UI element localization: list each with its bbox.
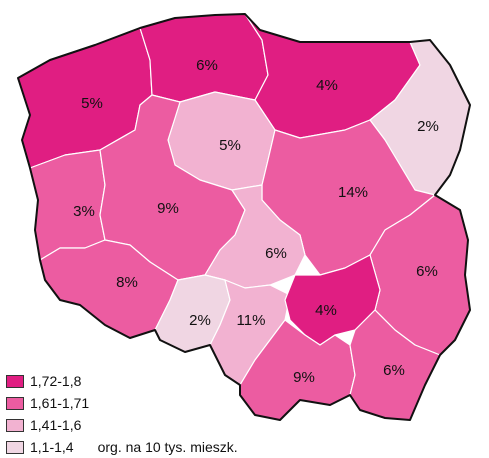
legend-note: org. na 10 tys. mieszk.: [97, 439, 238, 455]
label-warminsko-mazurskie: 4%: [316, 76, 338, 94]
legend-label: 1,41-1,6: [30, 417, 82, 433]
legend-swatch: [6, 441, 24, 454]
legend-item: [6, 370, 238, 392]
label-mazowieckie: 14%: [337, 183, 369, 201]
legend-swatch: [6, 375, 24, 388]
label-wielkopolskie: 9%: [157, 199, 179, 217]
legend-label: 1,1-1,4: [30, 439, 74, 455]
label-lubelskie: 6%: [416, 262, 438, 280]
map-legend: [6, 370, 238, 458]
label-podlaskie: 2%: [417, 117, 439, 135]
legend-swatch: [6, 419, 24, 432]
label-dolnoslaskie: 8%: [116, 273, 138, 291]
label-lodzkie: 6%: [265, 244, 287, 262]
legend-item: [6, 392, 238, 414]
label-podkarpackie: 6%: [383, 361, 405, 379]
label-swietokrzyskie: 4%: [315, 301, 337, 319]
legend-item: [6, 414, 238, 436]
label-lubuskie: 3%: [73, 202, 95, 220]
legend-label: 1,61-1,71: [30, 395, 90, 411]
label-kujawsko-pomorskie: 5%: [219, 136, 241, 154]
label-slaskie: 11%: [236, 311, 266, 329]
label-opolskie: 2%: [189, 311, 211, 329]
label-malopolskie: 9%: [293, 368, 315, 386]
label-zachodniopomorskie: 5%: [81, 94, 103, 112]
label-pomorskie: 6%: [196, 56, 218, 74]
legend-swatch: [6, 397, 24, 410]
legend-label: 1,72-1,8: [30, 373, 82, 389]
legend-item: [6, 436, 238, 458]
